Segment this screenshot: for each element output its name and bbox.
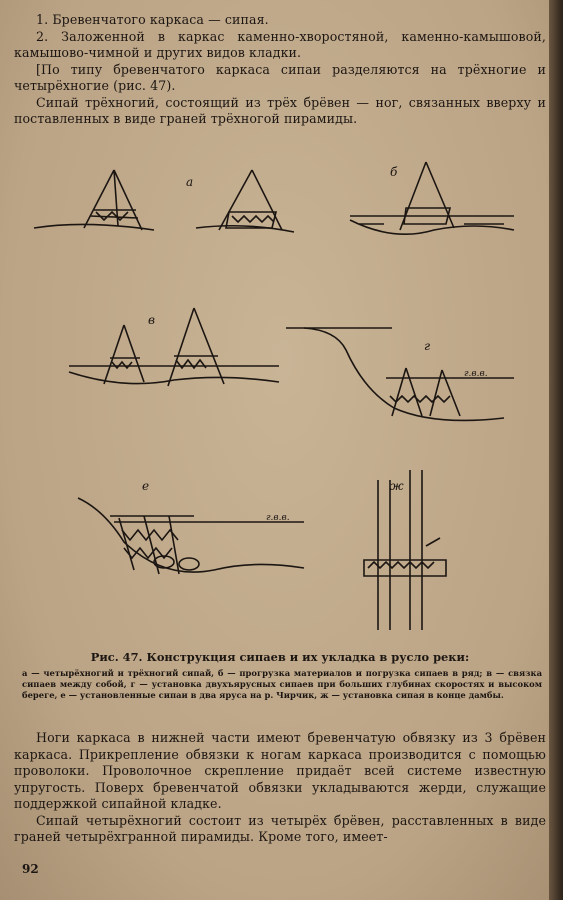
sketch-a	[34, 170, 294, 232]
figure-47-illustration	[14, 150, 546, 650]
top-text-block	[14, 12, 546, 128]
figure-drawing	[14, 150, 546, 650]
paragraph-5: Ноги каркаса в нижней части имеют бревенчатую обвязку из 3 брёвен каркаса. Прикрепление обвязки к ногам каркаса производится с помощью проволоки. Проволочное скрепление придаёт всей системе известную упругость. Поверх бревенчатой обвязки укладываются жерди, служащие поддержкой сипайной кладке.	[14, 730, 546, 811]
paragraph-6: Сипай четырёхногий состоит из четырёх брёвен, расставленных в виде граней четырёхгранной пирамиды. Кроме того, имеет-	[14, 812, 546, 844]
sketch-b	[350, 162, 514, 234]
label-b: б	[390, 165, 398, 179]
label-e: е	[142, 479, 150, 493]
label-a: a	[186, 175, 194, 189]
label-gvv-1: г.в.в.	[464, 369, 488, 379]
sketch-e	[78, 498, 304, 574]
sketch-v	[69, 308, 279, 386]
figure-caption: Рис. 47. Конструкция сипаев и их укладка в русло реки:	[90, 650, 470, 664]
label-gvv-2: г.в.в.	[266, 513, 290, 523]
paragraph-3: [По типу бревенчатого каркаса сипаи разделяются на трёхногие и четырёхногие (рис. 47).	[14, 61, 546, 93]
page-number: 92	[22, 862, 39, 876]
paragraph-2: 2. Заложенной в каркас каменно-хворостяной, каменно-камышовой, камышово-чимной и других видов кладки.	[14, 28, 546, 60]
label-g: г	[424, 339, 431, 353]
sketch-zh	[364, 470, 446, 630]
paragraph-1: 1. Бревенчатого каркаса — сипая.	[36, 12, 269, 27]
book-spine	[549, 0, 563, 900]
bottom-text-block	[14, 730, 546, 846]
paragraph-4: Сипай трёхногий, состоящий из трёх брёвен — ног, связанных вверху и поставленных в виде граней трёхногой пирамиды.	[14, 94, 546, 126]
label-v: в	[148, 313, 155, 327]
figure-legend: а — четырёхногий и трёхногий сипай, б — прогрузка материалов и погрузка сипаев в ряд; в — связка сипаев между собой, г — установка двухъярусных сипаев при больших глубинах скоростях и высоком береге, е — установленные сипаи в два яруса на р. Чирчик, ж — установка сипая в конце дамбы.	[22, 668, 542, 700]
label-zh: ж	[390, 479, 404, 493]
